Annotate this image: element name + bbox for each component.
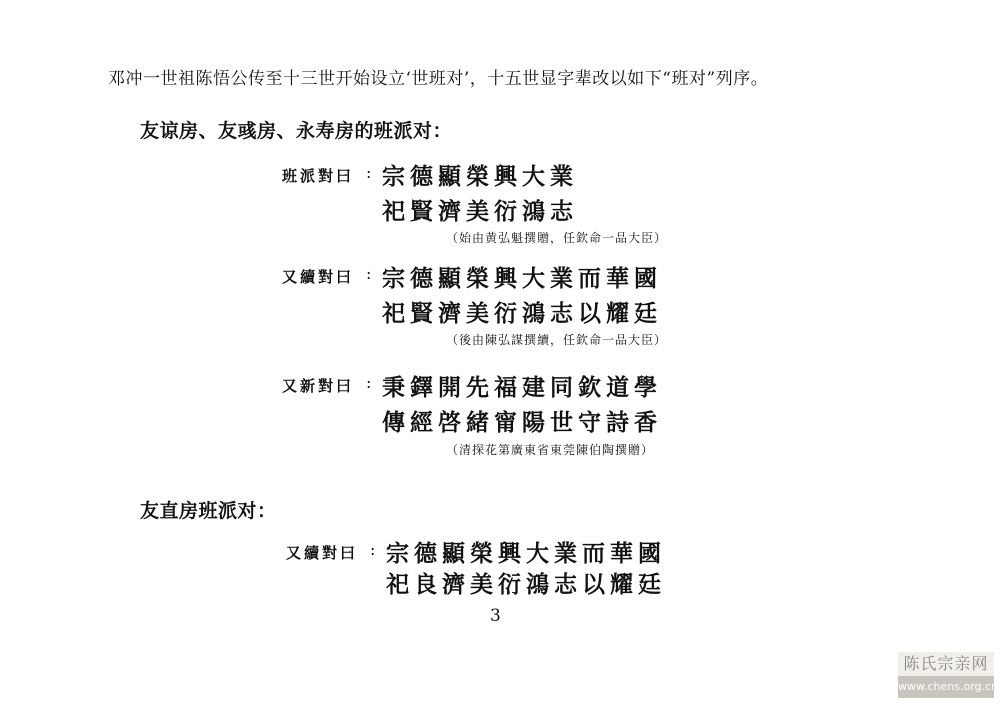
block2-line2: 祀賢濟美衍鴻志以耀廷	[382, 300, 662, 327]
block1-note: （始由黄弘魁撰贈，任欽命一品大臣）	[446, 231, 668, 245]
section1-heading: 友谅房、友彧房、永寿房的班派对：	[140, 120, 453, 142]
block1-line2: 祀賢濟美衍鴻志	[382, 198, 578, 225]
block1-colon: :	[366, 163, 372, 182]
block3-note: （清探花第廣東省東莞陳伯陶撰贈）	[446, 443, 655, 457]
block3-label: 又新對曰	[282, 377, 355, 395]
watermark-name: 陈氏宗亲网	[898, 652, 994, 676]
block2-note: （後由陳弘謀撰續，任欽命一品大臣）	[446, 333, 668, 347]
intro-paragraph: 邓冲一世祖陈悟公传至十三世开始设立‘世班对’，十五世显字辈改以如下“班对”列序。	[108, 69, 769, 89]
block2-label: 又續對曰	[282, 268, 355, 286]
block1-label: 班派對曰	[282, 167, 355, 185]
block2-line1: 宗德顯榮興大業而華國	[382, 265, 662, 292]
watermark-url: www.chens.org.cn	[898, 676, 994, 698]
block4-line2: 祀良濟美衍鴻志以耀廷	[386, 571, 666, 598]
block4-colon: :	[370, 540, 376, 559]
block3-line2: 傳經啓緒甯陽世守詩香	[382, 409, 662, 436]
block3-colon: :	[366, 373, 372, 392]
section2-heading: 友直房班派对：	[140, 500, 277, 522]
block2-colon: :	[366, 264, 372, 283]
block1-line1: 宗德顯榮興大業	[382, 163, 578, 190]
block3-line1: 秉鐸開先福建同欽道學	[382, 374, 662, 401]
block4-line1: 宗德顯榮興大業而華國	[386, 540, 666, 567]
block4-label: 又續對曰	[286, 544, 359, 562]
page-number: 3	[490, 606, 501, 626]
